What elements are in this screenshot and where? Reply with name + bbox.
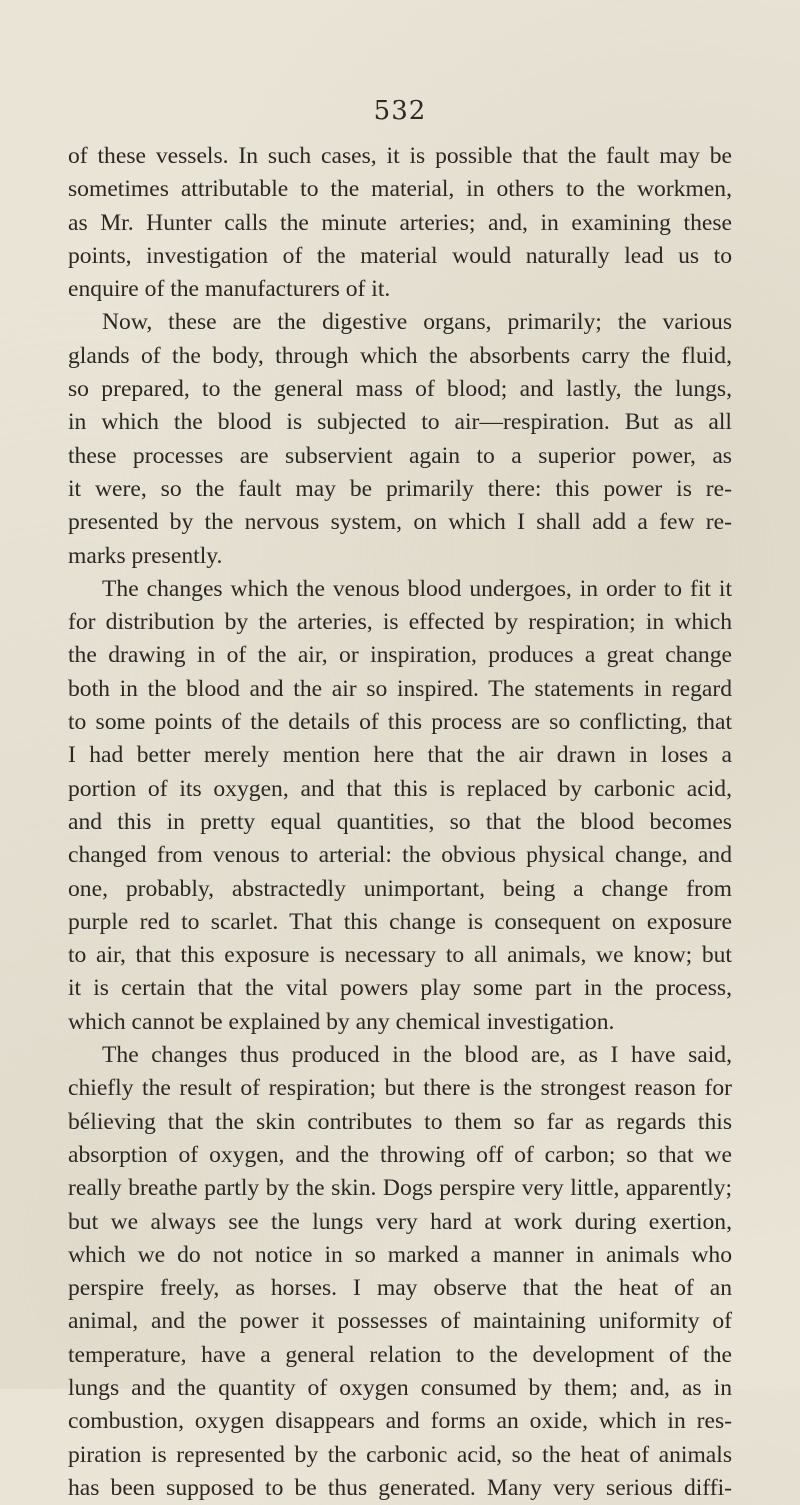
text-line: to some points of the details of this process are so conflicting, that — [68, 709, 732, 736]
text-line: glands of the body, through which the absorbents carry the fluid, — [68, 342, 732, 369]
text-line: these processes are subservient again to a superior power, as — [68, 442, 732, 469]
text-line: purple red to scarlet. That this change is consequent on exposure — [68, 908, 732, 935]
text-line: The changes which the venous blood undergoes, in order to fit it — [102, 575, 732, 602]
text-line: for distribution by the arteries, is effected by respiration; in which — [68, 609, 732, 636]
text-line: it is certain that the vital powers play some part in the process, — [68, 975, 732, 1002]
text-line: marks presently. — [68, 542, 223, 569]
text-line: piration is represented by the carbonic acid, so the heat of animals — [68, 1441, 732, 1468]
text-line: combustion, oxygen disappears and forms an oxide, which in res- — [68, 1408, 732, 1435]
text-line: Now, these are the digestive organs, primarily; the various — [102, 309, 732, 336]
text-line: absorption of oxygen, and the throwing off of carbon; so that we — [68, 1141, 732, 1168]
text-line: the drawing in of the air, or inspiration, produces a great change — [68, 642, 732, 669]
text-line: I had better merely mention here that the air drawn in loses a — [68, 742, 732, 769]
text-line: to air, that this exposure is necessary to all animals, we know; but — [68, 942, 732, 969]
text-line: in which the blood is subjected to air—respiration. But as all — [68, 409, 732, 436]
text-line: as Mr. Hunter calls the minute arteries; and, in examining these — [68, 209, 732, 236]
text-line: so prepared, to the general mass of blood; and lastly, the lungs, — [68, 376, 732, 403]
text-line: The changes thus produced in the blood are, as I have said, — [102, 1042, 732, 1069]
text-line: and this in pretty equal quantities, so that the blood becomes — [68, 808, 732, 835]
text-line: changed from venous to arterial: the obvious physical change, and — [68, 842, 732, 869]
text-line: has been supposed to be thus generated. Many very serious diffi- — [68, 1474, 732, 1501]
text-line: sometimes attributable to the material, in others to the workmen, — [68, 176, 732, 203]
text-line: which we do not notice in so marked a manner in animals who — [68, 1241, 732, 1268]
text-line: both in the blood and the air so inspired. The statements in regard — [68, 675, 732, 702]
text-line: temperature, have a general relation to the development of the — [68, 1341, 732, 1368]
text-line: portion of its oxygen, and that this is replaced by carbonic acid, — [68, 775, 732, 802]
text-line: perspire freely, as horses. I may observe that the heat of an — [68, 1275, 732, 1302]
body-text — [68, 140, 732, 1505]
text-line: points, investigation of the material would naturally lead us to — [68, 242, 732, 269]
text-line: animal, and the power it possesses of maintaining uniformity of — [68, 1308, 732, 1335]
text-line: presented by the nervous system, on which I shall add a few re- — [68, 509, 732, 536]
page-number: 532 — [373, 96, 427, 126]
text-line: of these vessels. In such cases, it is possible that the fault may be — [68, 143, 732, 169]
text-line: really breathe partly by the skin. Dogs perspire very little, apparently; — [68, 1175, 732, 1202]
text-line: enquire of the manufacturers of it. — [68, 276, 391, 303]
text-line: but we always see the lungs very hard at work during exertion, — [68, 1208, 732, 1235]
text-line: it were, so the fault may be primarily there: this power is re- — [68, 475, 732, 502]
text-line: which cannot be explained by any chemical investigation. — [68, 1008, 615, 1035]
text-line: lungs and the quantity of oxygen consumed by them; and, as in — [68, 1374, 732, 1401]
text-line: one, probably, abstractedly unimportant, being a change from — [68, 875, 732, 902]
text-line: chiefly the result of respiration; but there is the strongest reason for — [68, 1075, 732, 1102]
text-line: bélieving that the skin contributes to them so far as regards this — [68, 1108, 732, 1135]
